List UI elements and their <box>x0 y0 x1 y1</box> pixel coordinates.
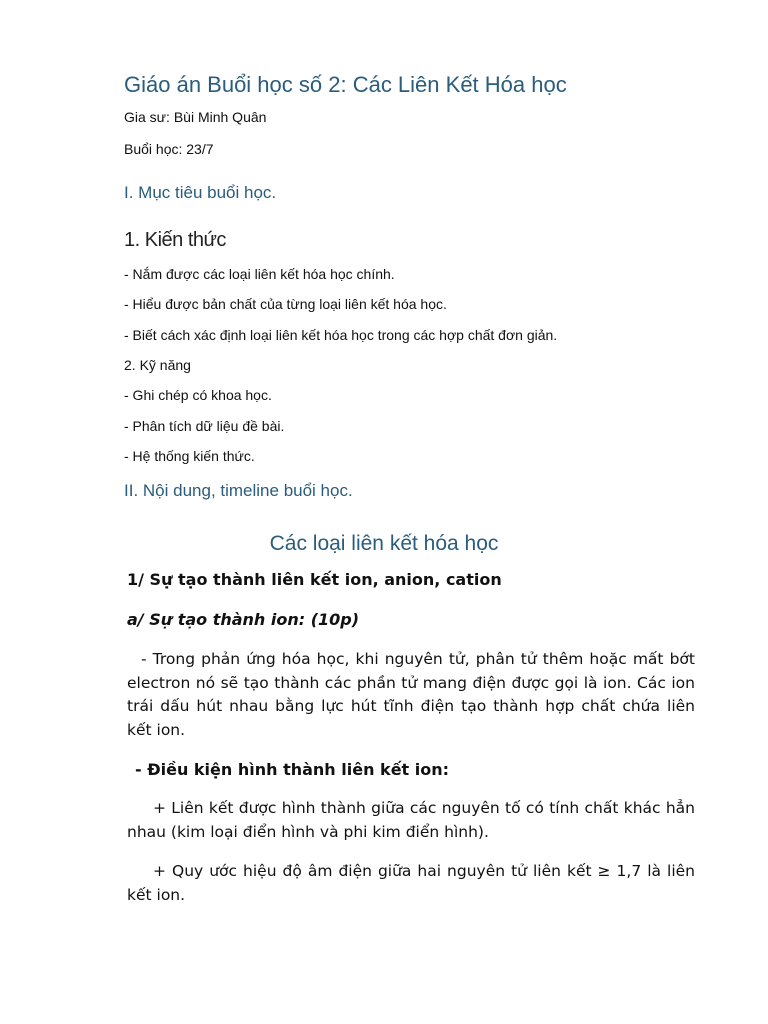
conditions-heading: - Điều kiện hình thành liên kết ion: <box>135 760 450 779</box>
condition-item: + Quy ước hiệu độ âm điện giữa hai nguyên tử liên kết ≥ 1,7 là liên kết ion. <box>127 862 695 904</box>
content-title: Các loại liên kết hóa học <box>269 532 499 555</box>
tutor-line: Gia sư: Bùi Minh Quân <box>124 109 267 125</box>
knowledge-item: - Hiểu được bản chất của từng loại liên kết hóa học. <box>124 296 447 312</box>
condition-item: + Liên kết được hình thành giữa các nguyên tố có tính chất khác hẳn nhau (kim loại điển hình và phi kim điển hình). <box>127 799 695 841</box>
ion-paragraph: - Trong phản ứng hóa học, khi nguyên tử, phân tử thêm hoặc mất bớt electron nó sẽ tạo thành các phần tử mang điện được gọi là ion. Các ion trái dấu hút nhau bằng lực hút tĩnh điện tạo thành hợp chất chứa liên kết ion. <box>127 650 695 739</box>
knowledge-heading: 1. Kiến thức <box>124 229 226 251</box>
document-title: Giáo án Buổi học số 2: Các Liên Kết Hóa học <box>124 72 567 97</box>
knowledge-item: - Nắm được các loại liên kết hóa học chính. <box>124 266 395 282</box>
skills-heading: 2. Kỹ năng <box>124 357 191 373</box>
section1-heading: I. Mục tiêu buổi học. <box>124 183 277 202</box>
knowledge-item: - Biết cách xác định loại liên kết hóa học trong các hợp chất đơn giản. <box>124 327 558 343</box>
skills-item: - Hệ thống kiến thức. <box>124 448 255 464</box>
part1-heading: 1/ Sự tạo thành liên kết ion, anion, cation <box>127 570 502 589</box>
section2-heading: II. Nội dung, timeline buổi học. <box>124 481 353 500</box>
skills-item: - Phân tích dữ liệu đề bài. <box>124 418 285 434</box>
session-date-line: Buổi học: 23/7 <box>124 141 214 157</box>
skills-item: - Ghi chép có khoa học. <box>124 387 272 403</box>
part1a-heading: a/ Sự tạo thành ion: (10p) <box>127 610 360 629</box>
